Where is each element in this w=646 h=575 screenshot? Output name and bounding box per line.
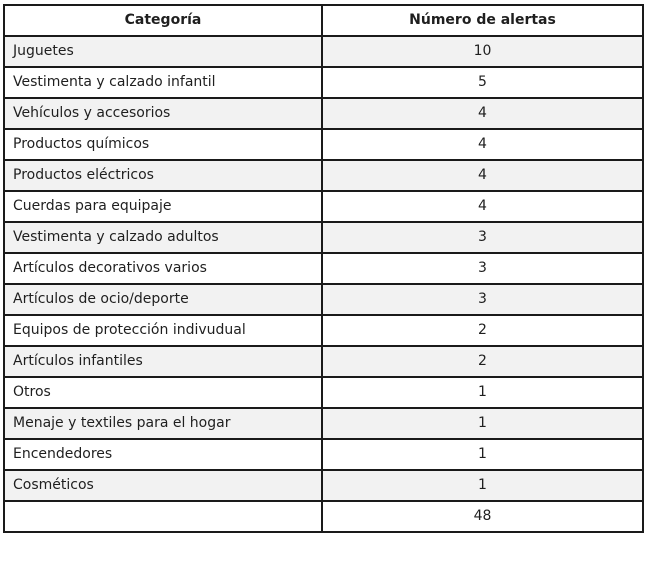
table-row	[4, 67, 643, 98]
category-cell: Artículos de ocio/deporte	[4, 284, 322, 315]
category-cell: Equipos de protección indivudual	[4, 315, 322, 346]
alert-count-cell: 4	[322, 160, 643, 191]
category-cell: Cuerdas para equipaje	[4, 191, 322, 222]
table-row	[4, 222, 643, 253]
alert-count-cell: 3	[322, 222, 643, 253]
category-cell: Artículos infantiles	[4, 346, 322, 377]
header-alert-count: Número de alertas	[322, 5, 643, 36]
category-cell: Vestimenta y calzado infantil	[4, 67, 322, 98]
alert-count-cell: 1	[322, 377, 643, 408]
total-count-cell: 48	[322, 501, 643, 532]
total-row	[4, 501, 643, 532]
table-row	[4, 408, 643, 439]
category-cell: Otros	[4, 377, 322, 408]
table-row	[4, 470, 643, 501]
header-category: Categoría	[4, 5, 322, 36]
alert-count-cell: 1	[322, 408, 643, 439]
category-cell: Vestimenta y calzado adultos	[4, 222, 322, 253]
alert-count-cell: 2	[322, 315, 643, 346]
table-row	[4, 439, 643, 470]
category-cell: Productos eléctricos	[4, 160, 322, 191]
alert-count-cell: 3	[322, 253, 643, 284]
category-cell: Encendedores	[4, 439, 322, 470]
category-cell: Artículos decorativos varios	[4, 253, 322, 284]
table-row	[4, 377, 643, 408]
alert-count-cell: 4	[322, 98, 643, 129]
alert-count-cell: 5	[322, 67, 643, 98]
total-label-cell	[4, 501, 322, 532]
alert-count-cell: 1	[322, 470, 643, 501]
table-row	[4, 36, 643, 67]
table-row	[4, 160, 643, 191]
table-row	[4, 98, 643, 129]
table-row	[4, 315, 643, 346]
alerts-table-container	[3, 4, 644, 533]
alert-count-cell: 10	[322, 36, 643, 67]
category-cell: Cosméticos	[4, 470, 322, 501]
alert-count-cell: 4	[322, 129, 643, 160]
table-header-row	[4, 5, 643, 36]
table-row	[4, 346, 643, 377]
alert-count-cell: 2	[322, 346, 643, 377]
alert-count-cell: 1	[322, 439, 643, 470]
category-cell: Juguetes	[4, 36, 322, 67]
alert-count-cell: 3	[322, 284, 643, 315]
table-row	[4, 191, 643, 222]
table-row	[4, 284, 643, 315]
alerts-table	[3, 4, 644, 533]
alert-count-cell: 4	[322, 191, 643, 222]
category-cell: Productos químicos	[4, 129, 322, 160]
table-row	[4, 129, 643, 160]
table-row	[4, 253, 643, 284]
category-cell: Vehículos y accesorios	[4, 98, 322, 129]
category-cell: Menaje y textiles para el hogar	[4, 408, 322, 439]
